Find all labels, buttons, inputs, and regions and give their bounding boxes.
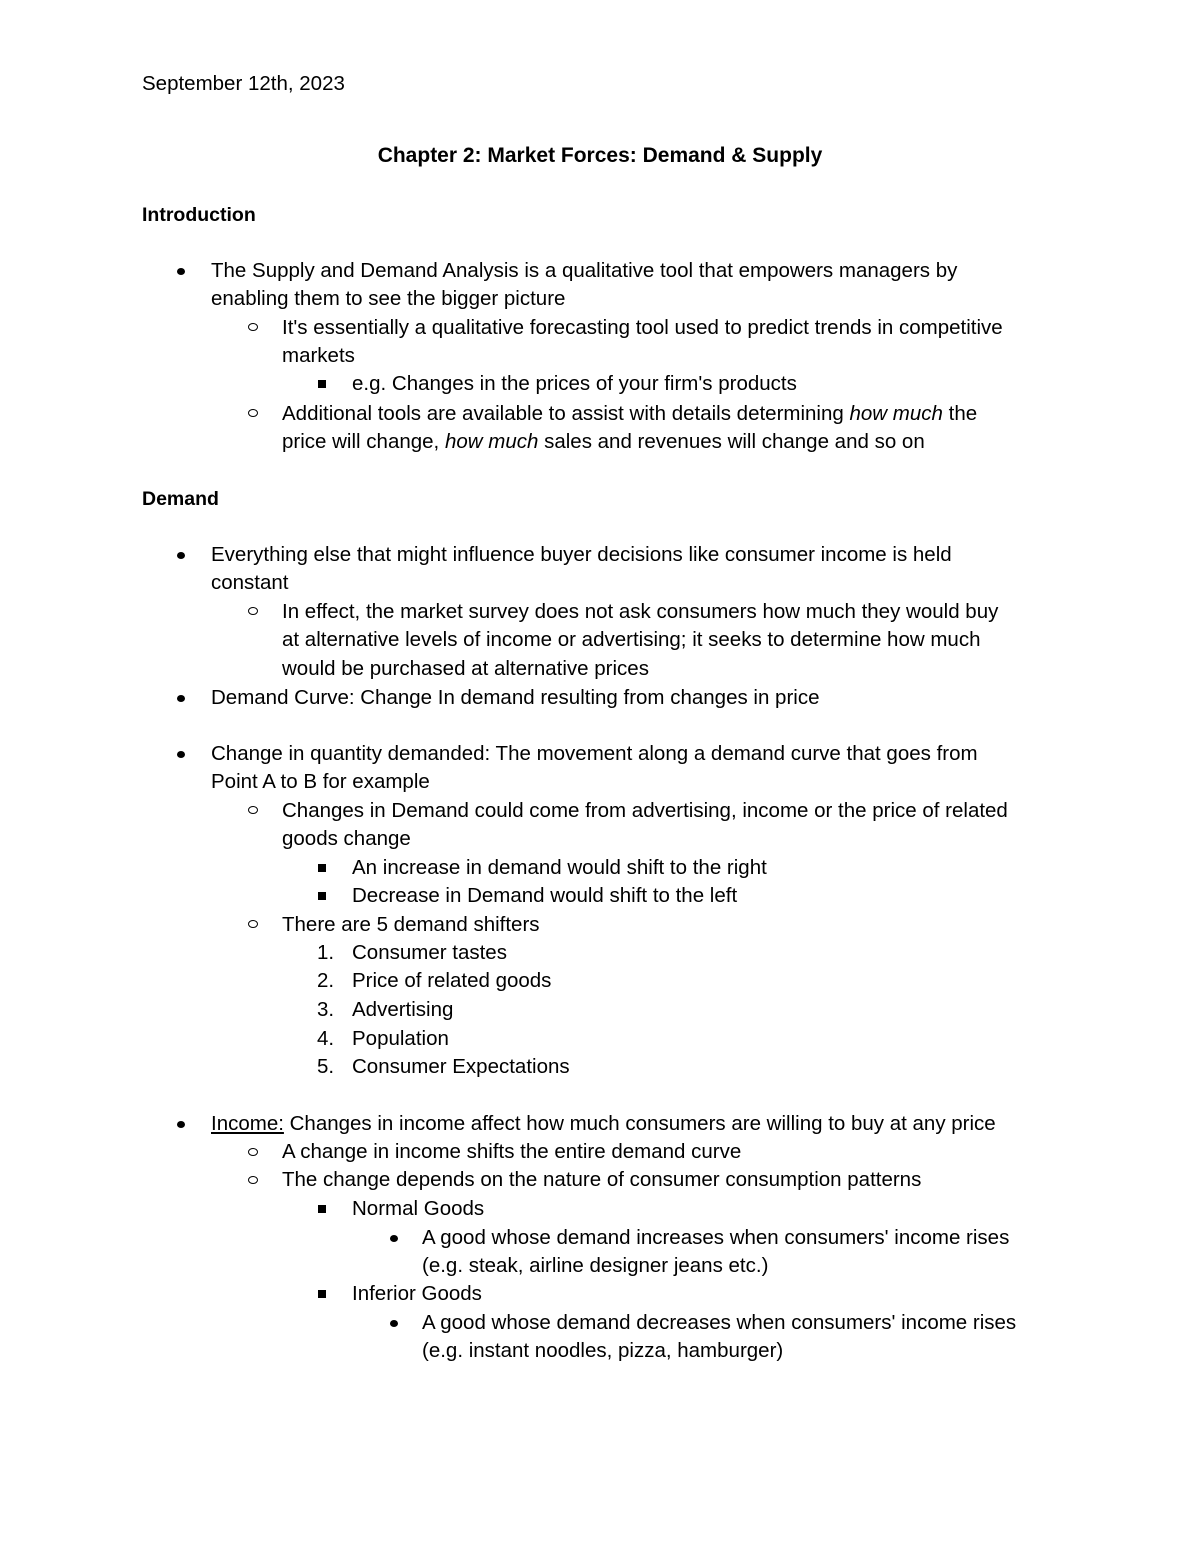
list-item-cont: price will change, how much sales and revenues will change and so on	[282, 430, 925, 453]
document-date: September 12th, 2023	[142, 72, 345, 95]
list-item: Consumer tastes	[352, 941, 507, 964]
list-item: Normal Goods	[352, 1197, 485, 1220]
list-item: An increase in demand would shift to the right	[352, 856, 767, 879]
list-item-cont: (e.g. instant noodles, pizza, hamburger)	[422, 1339, 784, 1362]
bullet-circle-icon	[248, 323, 258, 331]
bullet-disc-icon	[177, 552, 185, 559]
bullet-circle-icon	[248, 920, 258, 928]
list-item: The change depends on the nature of consumer consumption patterns	[282, 1168, 922, 1191]
list-item-cont: (e.g. steak, airline designer jeans etc.)	[422, 1254, 769, 1277]
list-item-cont: constant	[211, 571, 289, 594]
list-item: Advertising	[352, 998, 454, 1021]
emphasis: how much	[849, 402, 943, 425]
bullet-square-icon	[318, 1205, 326, 1213]
list-item: Inferior Goods	[352, 1282, 482, 1305]
list-item: A good whose demand increases when consumers' income rises	[422, 1226, 1010, 1249]
list-item: Demand Curve: Change In demand resulting from changes in price	[211, 686, 820, 709]
bullet-disc-icon	[177, 695, 185, 702]
list-item: Everything else that might influence buyer decisions like consumer income is held	[211, 543, 952, 566]
bullet-square-icon	[318, 380, 326, 388]
list-item-cont: markets	[282, 344, 355, 367]
list-number: 2.	[317, 969, 335, 992]
section-heading-demand: Demand	[142, 488, 219, 510]
list-item: e.g. Changes in the prices of your firm's products	[352, 372, 797, 395]
list-item: Consumer Expectations	[352, 1055, 570, 1078]
list-number: 3.	[317, 998, 335, 1021]
list-item: In effect, the market survey does not ask consumers how much they would buy	[282, 600, 999, 623]
list-item: There are 5 demand shifters	[282, 913, 540, 936]
bullet-square-icon	[318, 892, 326, 900]
list-item-cont: goods change	[282, 827, 411, 850]
document-title: Chapter 2: Market Forces: Demand & Supply	[377, 144, 823, 167]
list-item-cont: enabling them to see the bigger picture	[211, 287, 566, 310]
emphasis: how much	[444, 430, 539, 453]
bullet-square-icon	[318, 1290, 326, 1298]
list-item: A good whose demand decreases when consumers' income rises	[422, 1311, 1017, 1334]
bullet-disc-icon	[177, 1121, 185, 1128]
income-label: Income:	[211, 1112, 284, 1135]
bullet-disc-icon	[177, 268, 185, 275]
bullet-circle-icon	[248, 806, 258, 814]
list-item: It's essentially a qualitative forecasting tool used to predict trends in competitive	[282, 316, 1003, 339]
bullet-disc-icon	[390, 1235, 398, 1242]
bullet-circle-icon	[248, 409, 258, 417]
bullet-circle-icon	[248, 1148, 258, 1156]
list-number: 5.	[317, 1055, 335, 1078]
list-item: Price of related goods	[352, 969, 552, 992]
list-item: Additional tools are available to assist with details determining how much the	[282, 402, 978, 425]
list-item: Income: Changes in income affect how much consumers are willing to buy at any price	[211, 1112, 996, 1135]
list-item: The Supply and Demand Analysis is a qualitative tool that empowers managers by	[211, 259, 958, 282]
bullet-circle-icon	[248, 607, 258, 615]
list-item-cont: Point A to B for example	[211, 770, 430, 793]
list-item: Population	[352, 1027, 449, 1050]
list-item-cont: would be purchased at alternative prices	[282, 657, 649, 680]
bullet-circle-icon	[248, 1176, 258, 1184]
section-heading-introduction: Introduction	[142, 204, 256, 226]
list-item: Change in quantity demanded: The movement along a demand curve that goes from	[211, 742, 978, 765]
list-number: 1.	[317, 941, 335, 964]
bullet-square-icon	[318, 864, 326, 872]
list-item: Decrease in Demand would shift to the left	[352, 884, 738, 907]
list-item: Changes in Demand could come from advertising, income or the price of related	[282, 799, 1008, 822]
bullet-disc-icon	[390, 1320, 398, 1327]
bullet-disc-icon	[177, 751, 185, 758]
list-number: 4.	[317, 1027, 335, 1050]
list-item: A change in income shifts the entire demand curve	[282, 1140, 742, 1163]
list-item-cont: at alternative levels of income or advertising; it seeks to determine how much	[282, 628, 981, 651]
